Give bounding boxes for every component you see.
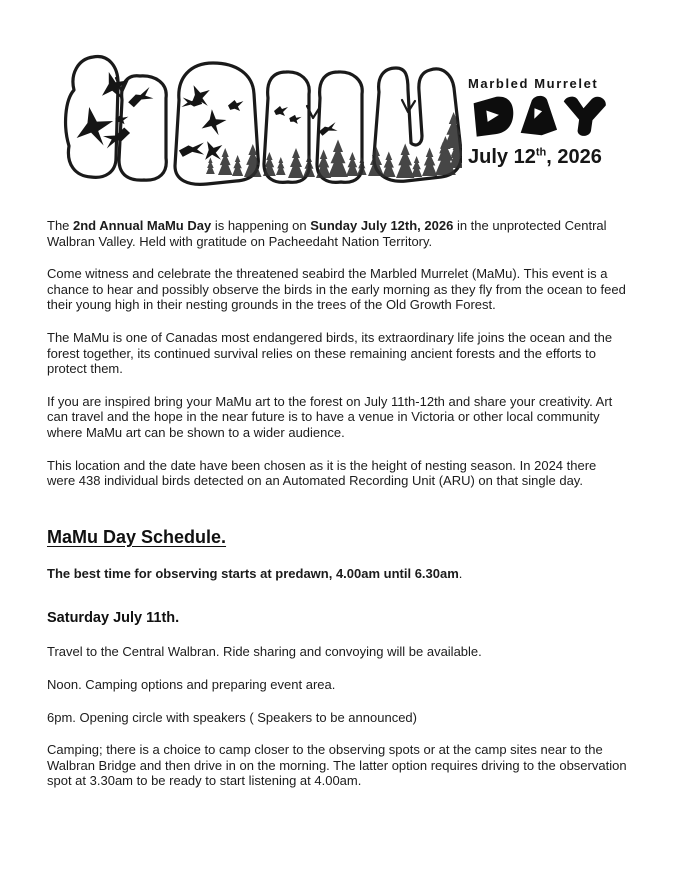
day-wordmark-art bbox=[468, 94, 616, 138]
day-wordmark-text bbox=[616, 94, 617, 95]
event-date bbox=[468, 146, 616, 169]
brand-block bbox=[468, 48, 616, 169]
intro-paragraph-1: The 2nd Annual MaMu Day is happening on Sunday July 12th, 2026 in the unprotected Central Walbran Valley. Held with gratitude on Pacheedaht Nation Territory. bbox=[47, 218, 607, 249]
intro-paragraph-5: This location and the date have been chosen as it is the height of nesting season. In 2024 there were 438 individual birds detected on an Automated Recording Unit (ARU) on that single day. bbox=[47, 457, 597, 489]
mamu-bubble-logo bbox=[60, 48, 462, 190]
mamu-logo-art bbox=[60, 48, 462, 190]
schedule-item-camping: Camping; there is a choice to camp closer to the observing spots or at the camp sites near to the Walbran Bridge and then drive in on the morning. The latter option requires driving to the observation spot at 3.30am to be ready to start listening at 4.00am. bbox=[47, 742, 627, 789]
event-date-year: , 2026 bbox=[546, 146, 602, 168]
intro-paragraph-2: Come witness and celebrate the threatened seabird the Marbled Murrelet (MaMu). This event is a chance to hear and possibly observe the birds in the early morning as they fly from the ocean to feed their young high in their nesting grounds in the trees of the Old Growth Forest. bbox=[47, 266, 626, 313]
schedule-item-travel: Travel to the Central Walbran. Ride sharing and convoying will be available. bbox=[47, 644, 482, 660]
event-date-day: July 12 bbox=[468, 146, 536, 168]
day-wordmark bbox=[468, 94, 616, 138]
intro-paragraph-3: The MaMu is one of Canadas most endangered birds, its extraordinary life joins the ocean and the forest together, its continued survival relies on these remaining ancient forests and the efforts to protect them. bbox=[47, 329, 613, 377]
mamu-logo-text bbox=[462, 48, 463, 49]
event-date-ordinal: th bbox=[535, 146, 547, 159]
flyer-body bbox=[47, 218, 627, 806]
schedule-item-noon: Noon. Camping options and preparing event area. bbox=[47, 676, 336, 692]
schedule-heading: MaMu Day Schedule. bbox=[47, 526, 227, 547]
brand-subtitle: Marbled Murrelet bbox=[468, 76, 599, 91]
masthead bbox=[60, 48, 636, 190]
intro-paragraph-4: If you are inspired bring your MaMu art to the forest on July 11th-12th and share your creativity. Art can travel and the hope in the near future is to have a venue in Victoria or other local community where MaMu art can be shown to a wider audience. bbox=[47, 393, 613, 440]
schedule-item-6pm: 6pm. Opening circle with speakers ( Speakers to be announced) bbox=[47, 709, 417, 725]
day1-heading: Saturday July 11th. bbox=[47, 610, 180, 627]
best-time-note: The best time for observing starts at predawn, 4.00am until 6.30am. bbox=[47, 565, 463, 581]
